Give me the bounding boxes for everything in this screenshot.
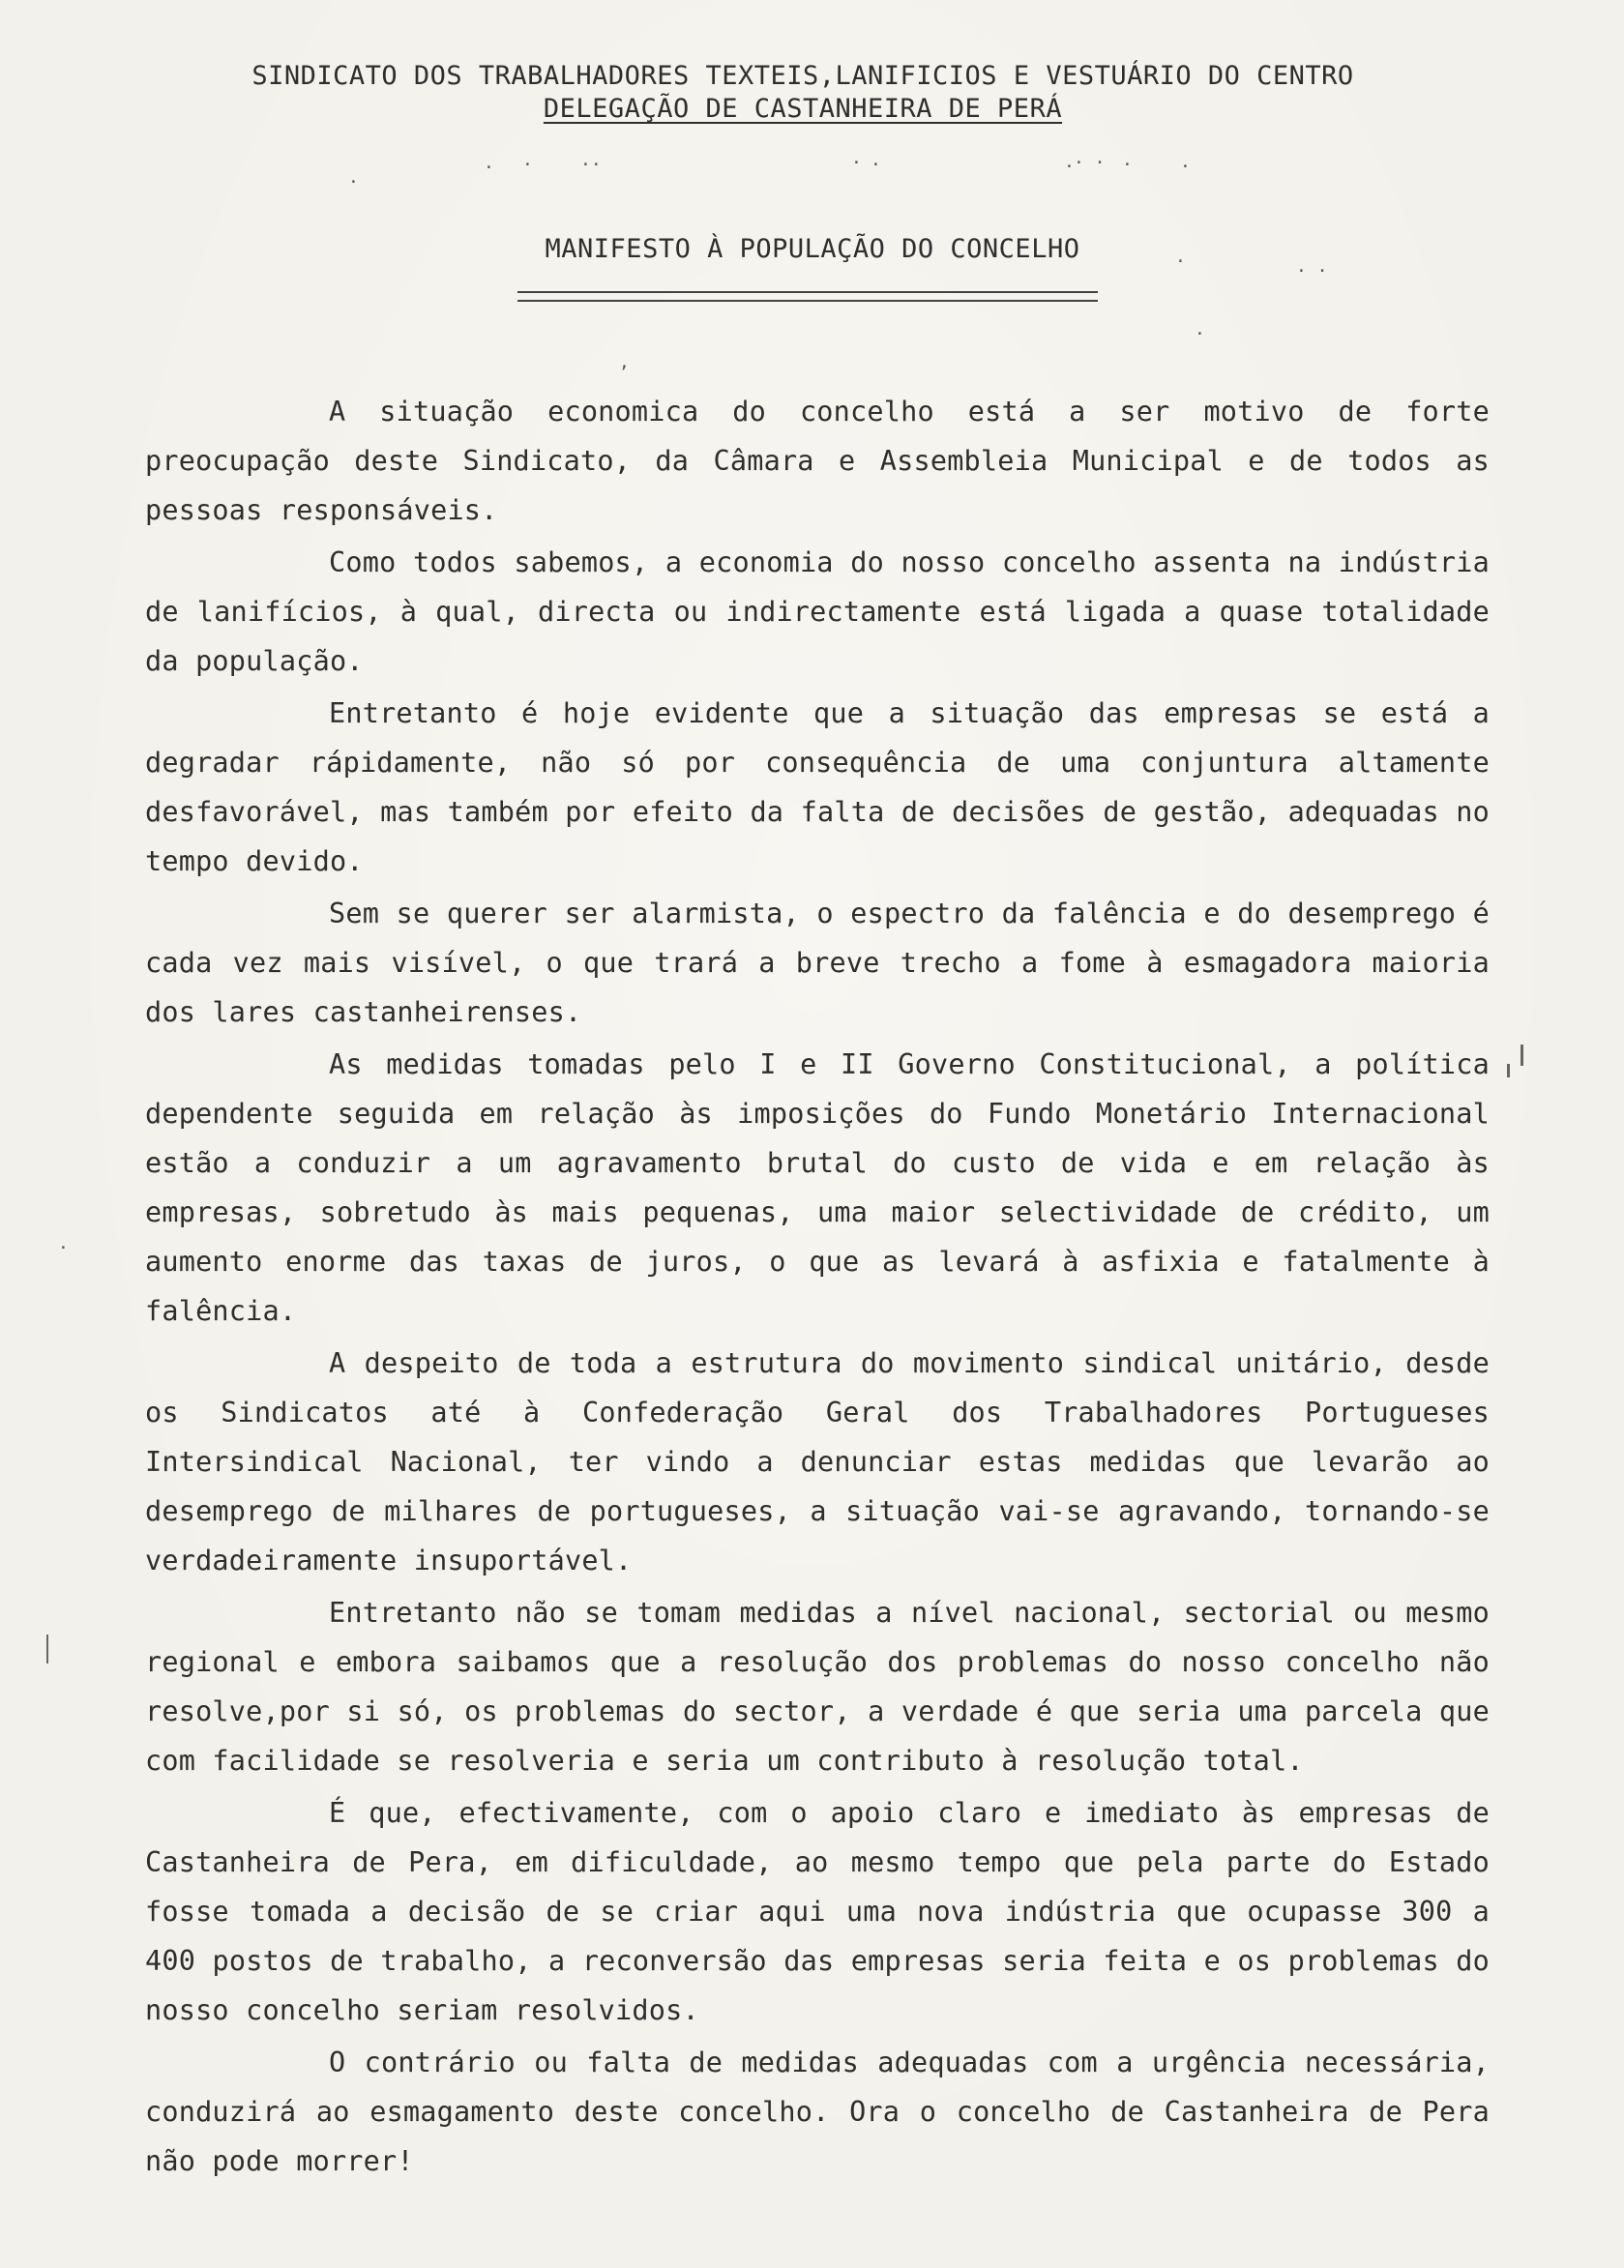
paragraph: O contrário ou falta de medidas adequadas com a urgência necessária, conduzirá ao esmagamento deste concelho. Ora o concelho de Castanheira de Pera não pode morrer! [145,2047,1490,2177]
manifesto-title: MANIFESTO À POPULAÇÃO DO CONCELHO [545,234,1080,264]
margin-mark [1521,1045,1523,1066]
document-page: SINDICATO DOS TRABALHADORES TEXTEIS,LANIFICIOS E VESTUÁRIO DO CENTRO DELEGAÇÃO DE CASTANHEIRA DE PERÁ . · ·· · · · · · · · · · · · · , · MANIFESTO À POPULAÇÃO DO CONCELHO A situação economica do concelho está a ser motivo de forte preocupação deste Sindicato, da Câmara e Assembleia Municipal e de todos as pessoas responsáveis. Como todos sabemos, a economia do nosso concelho assenta na indústria de lanifícios, à qual, directa ou indirectamente está ligada a quase totalidade da população. Entretanto é hoje evidente que a situação das empresas se está a degradar rápidamente, não só por consequência de uma conjuntura altamente desfavorável, mas também por efeito da falta de decisões de gestão, adequadas no tempo devido. Sem se querer ser alarmista, o espectro da falência e do desemprego é cada vez mais visível, o que trará a breve trecho a fome à esmagadora maioria dos lares castanheirenses. As medidas tomadas pelo I e II Governo Constitucional, a política dependente seguida em relação às imposições do Fundo Monetário Internacional estão a conduzir a um agravamento brutal do custo de vida e em relação às empresas, sobretudo às mais pequenas, uma maior selectividade de crédito, um aumento enorme das taxas de juros, o que as levará à asfixia e fatalmente à falência. A despeito de toda a estrutura do movimento sindical unitário, desde os Sindicatos até à Confederação Geral dos Trabalhadores Portugueses Intersindical Nacional, ter vindo a denunciar estas medidas que levarão ao desemprego de milhares de portugueses, a situação vai-se agravando, tornando-se verdadeiramente insuportável. Entretanto não se tomam medidas a nível nacional, sectorial ou mesmo regional e embora saibamos que a resolução dos problemas do nosso concelho não resolve,por si só, os problemas do sector, a verdade é que seria uma parcela que com facilidade se resolveria e seria um contributo à resolução total. É que, efectivamente, com o apoio claro e imediato às empresas de Castanheira de Pera, em dificuldade, ao mesmo tempo que pela parte do Estado fosse tomada a decisão de se criar aqui uma nova indústria que ocupasse 300 a 400 postos de trabalho, a reconversão das empresas seria feita e os problemas do nosso concelho seriam resolvidos. O contrário ou falta de medidas adequadas com a urgência necessária, conduzirá ao esmagamento deste concelho. Ora o concelho de Castanheira de Pera não pode morrer! [0,0,1624,2268]
paragraph: É que, efectivamente, com o apoio claro e imediato às empresas de Castanheira de Pera, em dificuldade, ao mesmo tempo que pela parte do Estado fosse tomada a decisão de se criar aqui uma nova indústria que ocupasse 300 a 400 postos de trabalho, a reconversão das empresas seria feita e os problemas do nosso concelho seriam resolvidos. [145,1797,1490,2026]
manifesto-body [145,387,1490,2186]
title-double-rule [517,291,1098,302]
paragraph: As medidas tomadas pelo I e II Governo Constitucional, a política dependente seguida em relação às imposições do Fundo Monetário Internacional estão a conduzir a um agravamento brutal do custo de vida e em relação às empresas, sobretudo às mais pequenas, uma maior selectividade de crédito, um aumento enorme das taxas de juros, o que as levará à asfixia e fatalmente à falência. [145,1048,1490,1327]
paragraph: A despeito de toda a estrutura do movimento sindical unitário, desde os Sindicatos até à Confederação Geral dos Trabalhadores Portugueses Intersindical Nacional, ter vindo a denunciar estas medidas que levarão ao desemprego de milhares de portugueses, a situação vai-se agravando, tornando-se verdadeiramente insuportável. [145,1347,1490,1576]
letterhead-delegation: DELEGAÇÃO DE CASTANHEIRA DE PERÁ [543,94,1063,124]
paragraph: Sem se querer ser alarmista, o espectro da falência e do desemprego é cada vez mais visível, o que trará a breve trecho a fome à esmagadora maioria dos lares castanheirenses. [145,898,1490,1028]
paragraph: Como todos sabemos, a economia do nosso concelho assenta na indústria de lanifícios, à qual, directa ou indirectamente está ligada a quase totalidade da população. [145,546,1490,677]
margin-mark [1507,1064,1510,1077]
letterhead [155,60,1451,126]
paragraph: Entretanto é hoje evidente que a situação das empresas se está a degradar rápidamente, não só por consequência de uma conjuntura altamente desfavorável, mas também por efeito da falta de decisões de gestão, adequadas no tempo devido. [145,697,1490,877]
paragraph: A situação economica do concelho está a ser motivo de forte preocupação deste Sindicato, da Câmara e Assembleia Municipal e de todos as pessoas responsáveis. [145,396,1490,526]
margin-mark [46,1635,48,1664]
letterhead-union-name: SINDICATO DOS TRABALHADORES TEXTEIS,LANIFICIOS E VESTUÁRIO DO CENTRO [251,61,1354,91]
paragraph: Entretanto não se tomam medidas a nível nacional, sectorial ou mesmo regional e embora saibamos que a resolução dos problemas do nosso concelho não resolve,por si só, os problemas do sector, a verdade é que seria uma parcela que com facilidade se resolveria e seria um contributo à resolução total. [145,1597,1490,1777]
